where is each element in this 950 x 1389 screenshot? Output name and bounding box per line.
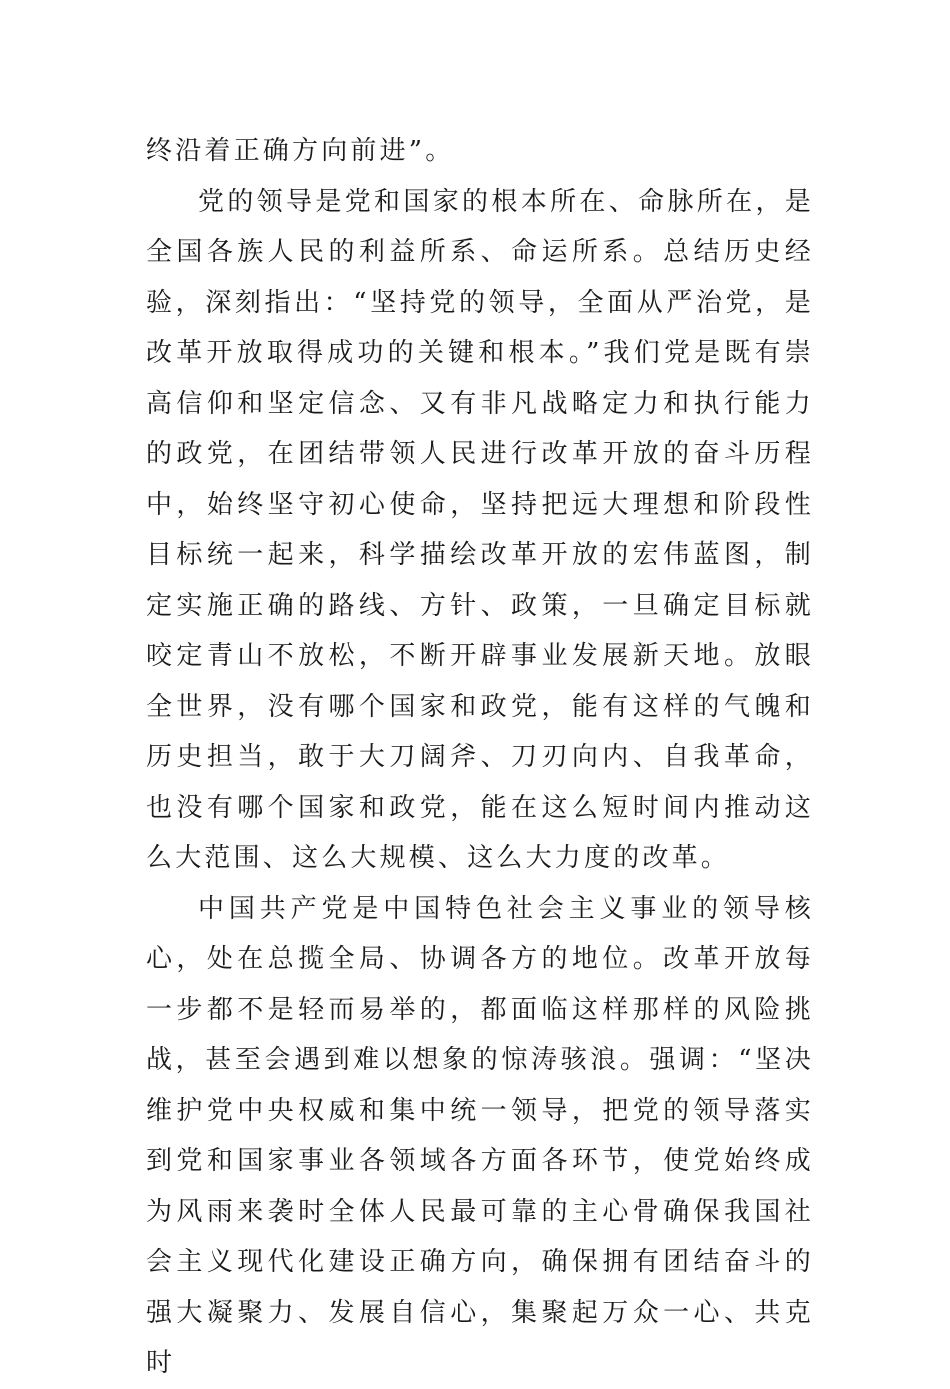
paragraph-continuation: 终沿着正确方向前进”。 bbox=[146, 136, 455, 166]
document-body bbox=[146, 126, 814, 1389]
paragraph-party-leadership: 党的领导是党和国家的根本所在、命脉所在，是全国各族人民的利益所系、命运所系。总结历史经验，深刻指出：“坚持党的领导，全面从严治党，是改革开放取得成功的关键和根本。”我们党是既有崇高信仰和坚定信念、又有非凡战略定力和执行能力的政党，在团结带领人民进行改革开放的奋斗历程中，始终坚守初心使命，坚持把远大理想和阶段性目标统一起来，科学描绘改革开放的宏伟蓝图，制定实施正确的路线、方针、政策，一旦确定目标就咬定青山不放松，不断开辟事业发展新天地。放眼全世界，没有哪个国家和政党，能有这样的气魄和历史担当，敢于大刀阔斧、刀刃向内、自我革命，也没有哪个国家和政党，能在这么短时间内推动这么大范围、这么大规模、这么大力度的改革。 bbox=[146, 186, 814, 873]
paragraph-leadership-core: 中国共产党是中国特色社会主义事业的领导核心，处在总揽全局、协调各方的地位。改革开放每一步都不是轻而易举的，都面临这样那样的风险挑战，甚至会遇到难以想象的惊涛骇浪。强调：“坚决维护党中央权威和集中统一领导，把党的领导落实到党和国家事业各领域各方面各环节，使党始终成为风雨来袭时全体人民最可靠的主心骨确保我国社会主义现代化建设正确方向，确保拥有团结奋斗的强大凝聚力、发展自信心，集聚起万众一心、共克时 bbox=[146, 893, 814, 1378]
